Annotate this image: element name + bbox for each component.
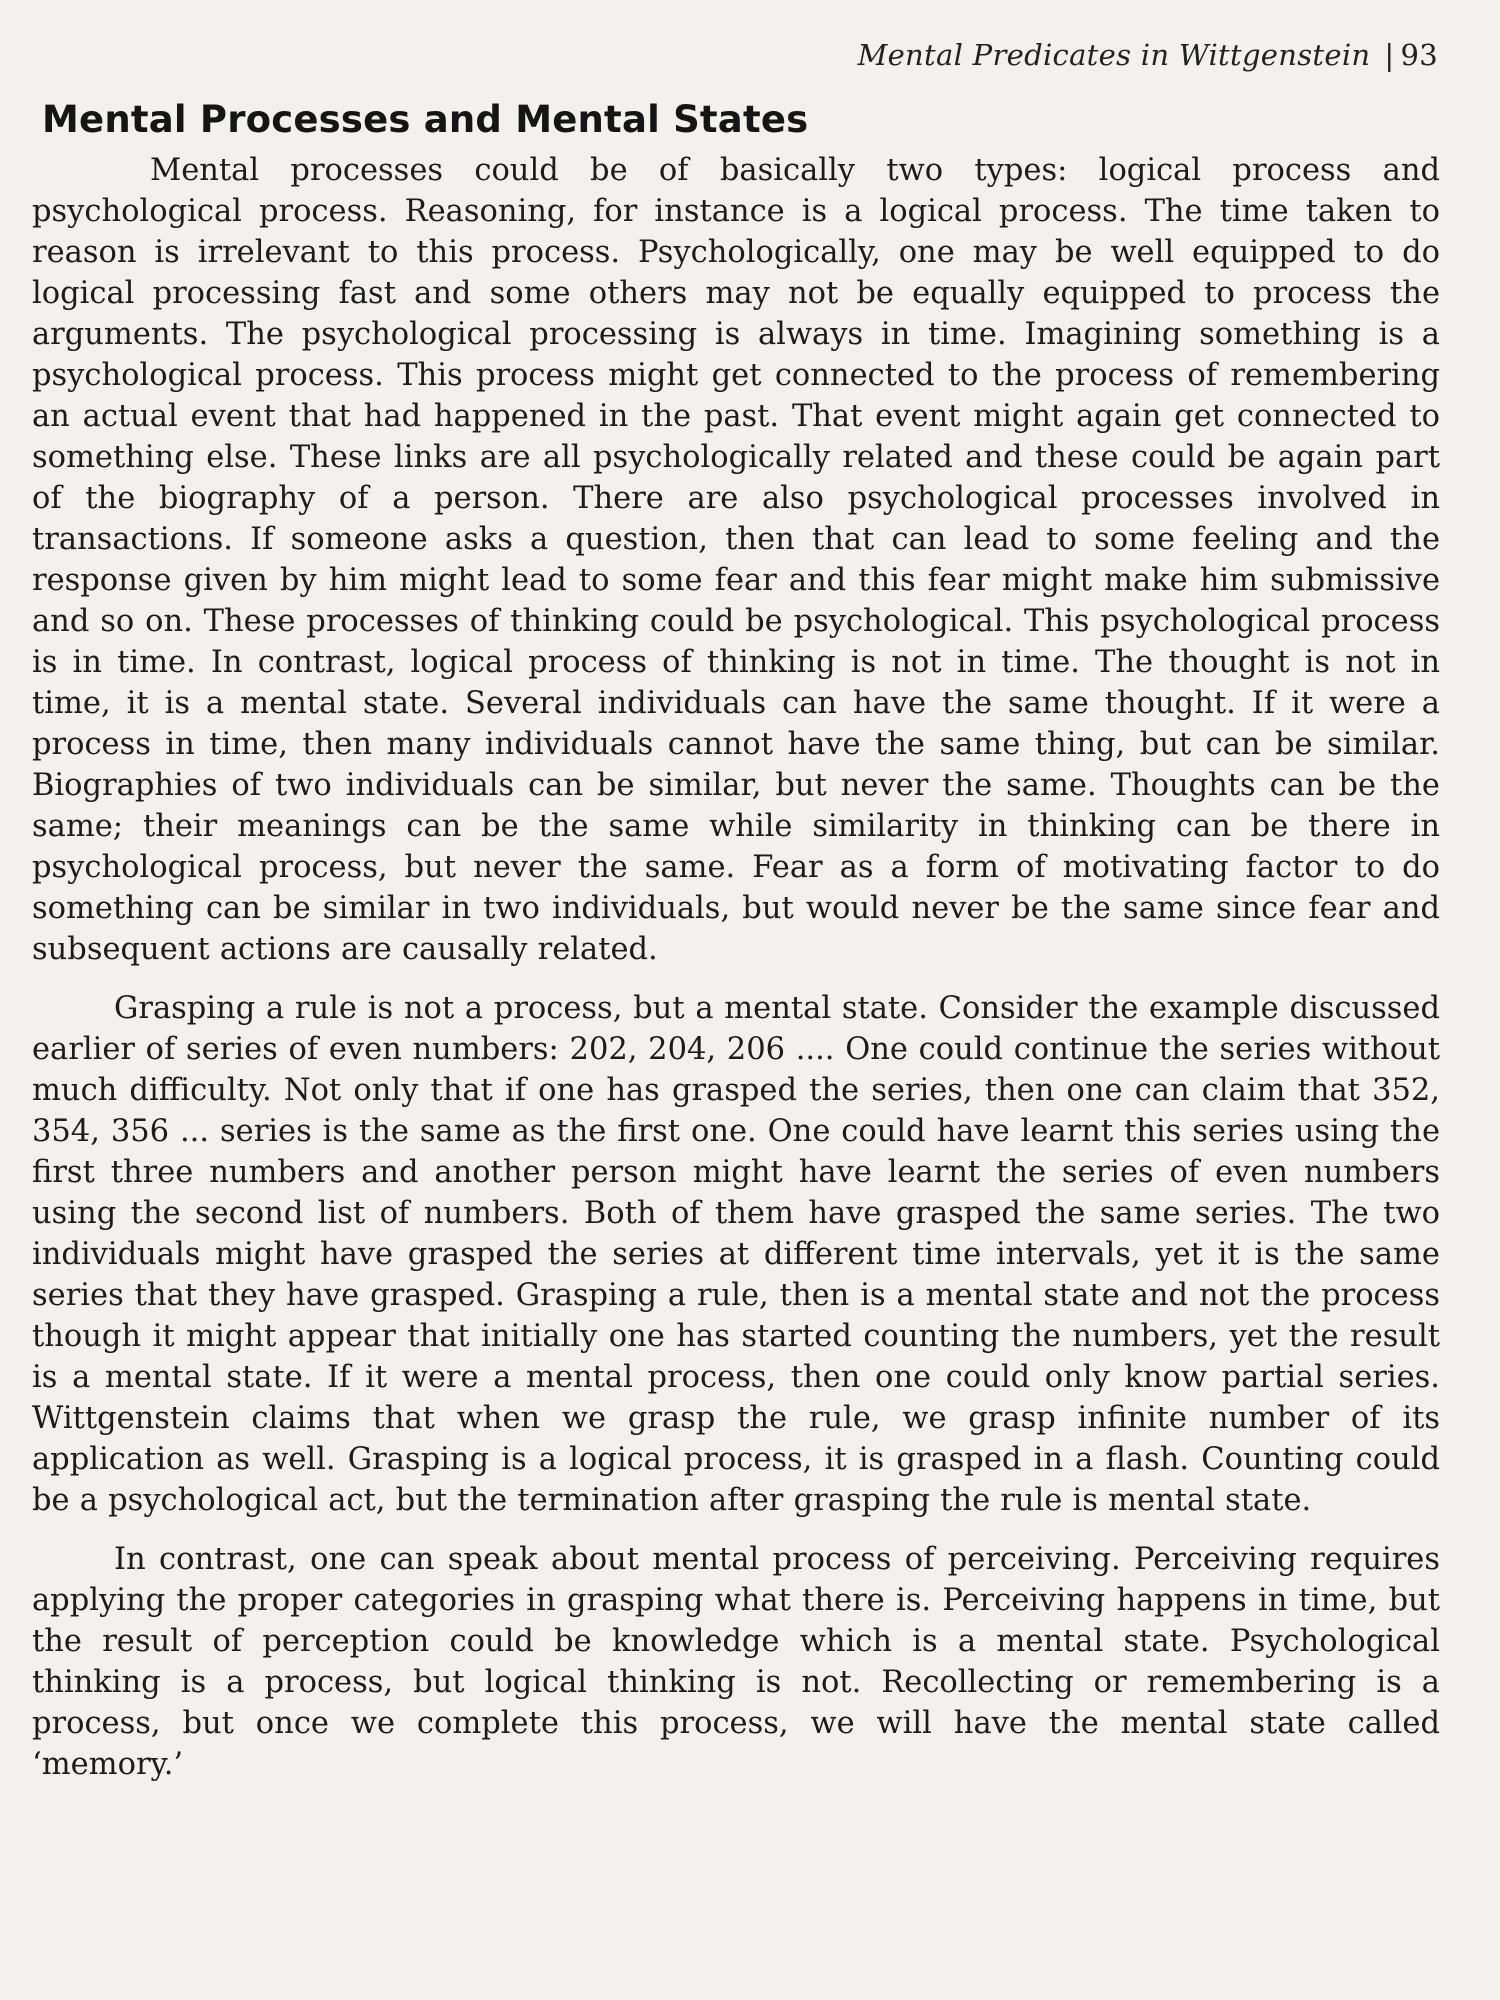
section-heading: Mental Processes and Mental States <box>42 98 809 141</box>
running-header <box>858 38 1438 72</box>
body-text <box>32 150 1440 1803</box>
paragraph-2: Grasping a rule is not a process, but a mental state. Consider the example discussed earlier of series of even numbers: 202, 204, 206 .... One could continue the series without much difficulty. Not only that if one has grasped the series, then one can claim that 352, 354, 356 ... series is the same as the first one. One could have learnt this series using the first three numbers and another person might have learnt the series of even numbers using the second list of numbers. Both of them have grasped the same series. The two individuals might have grasped the series at different time intervals, yet it is the same series that they have grasped. Grasping a rule, then is a mental state and not the process though it might appear that initially one has started counting the numbers, yet the result is a mental state. If it were a mental process, then one could only know partial series. Wittgenstein claims that when we grasp the rule, we grasp infinite number of its application as well. Grasping is a logical process, it is grasped in a flash. Counting could be a psychological act, but the termination after grasping the rule is mental state. <box>32 991 1440 1518</box>
paragraph-3: In contrast, one can speak about mental process of perceiving. Perceiving requires applying the proper categories in grasping what there is. Perceiving happens in time, but the result of perception could be knowledge which is a mental state. Psychological thinking is a process, but logical thinking is not. Recollecting or remembering is a process, but once we complete this process, we will have the mental state called ‘memory.’ <box>32 1542 1440 1782</box>
running-title: Mental Predicates in Wittgenstein <box>857 38 1371 72</box>
header-separator: | <box>1384 38 1395 72</box>
page-number: 93 <box>1400 38 1438 72</box>
paragraph-1: Mental processes could be of basically two types: logical process and psychological process. Reasoning, for instance is a logical process. The time taken to reason is irrelevant to this process. Psychologically, one may be well equipped to do logical processing fast and some others may not be equally equipped to process the arguments. The psychological processing is always in time. Imagining something is a psychological process. This process might get connected to the process of remembering an actual event that had happened in the past. That event might again get connected to something else. These links are all psychologically related and these could be again part of the biography of a person. There are also psychological processes involved in transactions. If someone asks a question, then that can lead to some feeling and the response given by him might lead to some fear and this fear might make him submissive and so on. These processes of thinking could be psychological. This psychological process is in time. In contrast, logical process of thinking is not in time. The thought is not in time, it is a mental state. Several individuals can have the same thought. If it were a process in time, then many individuals cannot have the same thing, but can be similar. Biographies of two individuals can be similar, but never the same. Thoughts can be the same; their meanings can be the same while similarity in thinking can be there in psychological process, but never the same. Fear as a form of motivating factor to do something can be similar in two individuals, but would never be the same since fear and subsequent actions are causally related. <box>32 153 1440 967</box>
